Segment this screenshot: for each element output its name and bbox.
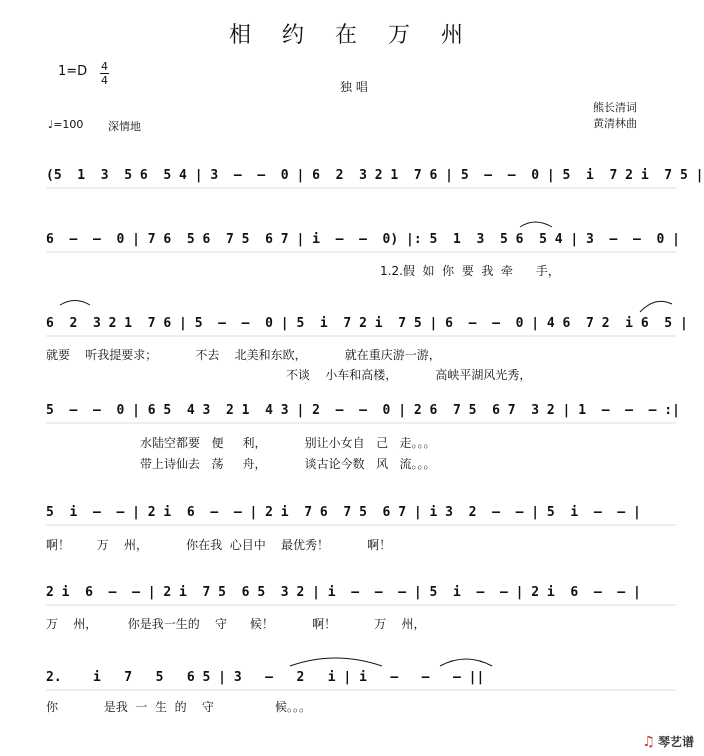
watermark-logo (634, 719, 694, 750)
lyric-line-row4-verse2: 带上诗仙去 荡 舟， 谈古论今数 风 流。。。 (140, 457, 436, 471)
time-signature-top: 4 (101, 60, 108, 73)
composer-credit: 黄清林曲 (593, 117, 637, 130)
tempo-marking: ♩=100 (48, 118, 84, 131)
staff-row-3: 6 2 3 2 1 7 6 | 5 – – 0 | 5 i 7 2 i 7 5 | 6 – – 0 | 4 6 7 2 i 6 5 | (46, 316, 688, 331)
lyric-line-row2: 1.2.假 如 你 要 我 牵 手， (380, 264, 560, 278)
staff-row-1: (5 1 3 5 6 5 4 | 3 – – 0 | 6 2 3 2 1 7 6 | 5 – – 0 | 5 i 7 2 i 7 5 | (46, 168, 704, 183)
lyric-line-row7: 你 是我 一 生 的 守 候。。。 (46, 700, 311, 714)
staff-row-5: 5 i – – | 2 i 6 – – | 2 i 7 6 7 5 6 7 | i 3 2 – – | 5 i – – | (46, 505, 641, 520)
staff-row-6: 2 i 6 – – | 2 i 7 5 6 5 3 2 | i – – – | 5 i – – | 2 i 6 – – | (46, 585, 641, 600)
lyric-line-row3-verse2: 不谈 小车和高楼， 高峡平湖风光秀， (286, 368, 532, 382)
lyricist-credit: 熊长清词 (593, 101, 637, 114)
performance-mode: 独 唱 (340, 80, 368, 94)
expression-marking: 深情地 (108, 120, 141, 133)
lyric-line-row4-verse1: 水陆空都要 便 利， 别让小女自 己 走。。。 (140, 436, 436, 450)
staff-row-2: 6 – – 0 | 7 6 5 6 7 5 6 7 | i – – 0) |: 5 1 3 5 6 5 4 | 3 – – 0 | (46, 232, 680, 247)
key-signature: 1=D (58, 64, 88, 79)
time-signature-bottom: 4 (101, 74, 108, 87)
lyric-line-row3-verse1: 就要 听我提要求； 不去 北美和东欧， 就在重庆游一游， (46, 348, 441, 362)
lyric-line-row6: 万 州， 你是我一生的 守 候！ 啊！ 万 州， (46, 617, 426, 631)
lyric-line-row5: 啊！ 万 州， 你在我 心目中 最优秀！ 啊！ (46, 538, 392, 552)
qin-logo-icon: ♫ (642, 734, 655, 750)
song-title: 相 约 在 万 州 (229, 23, 475, 48)
watermark-text: 琴艺谱 (657, 735, 694, 749)
staff-row-4: 5 – – 0 | 6 5 4 3 2 1 4 3 | 2 – – 0 | 2 6 7 5 6 7 3 2 | 1 – – – :| (46, 403, 680, 418)
staff-row-7: 2. i 7 5 6 5 | 3 – 2 i | i – – – || (46, 670, 485, 685)
